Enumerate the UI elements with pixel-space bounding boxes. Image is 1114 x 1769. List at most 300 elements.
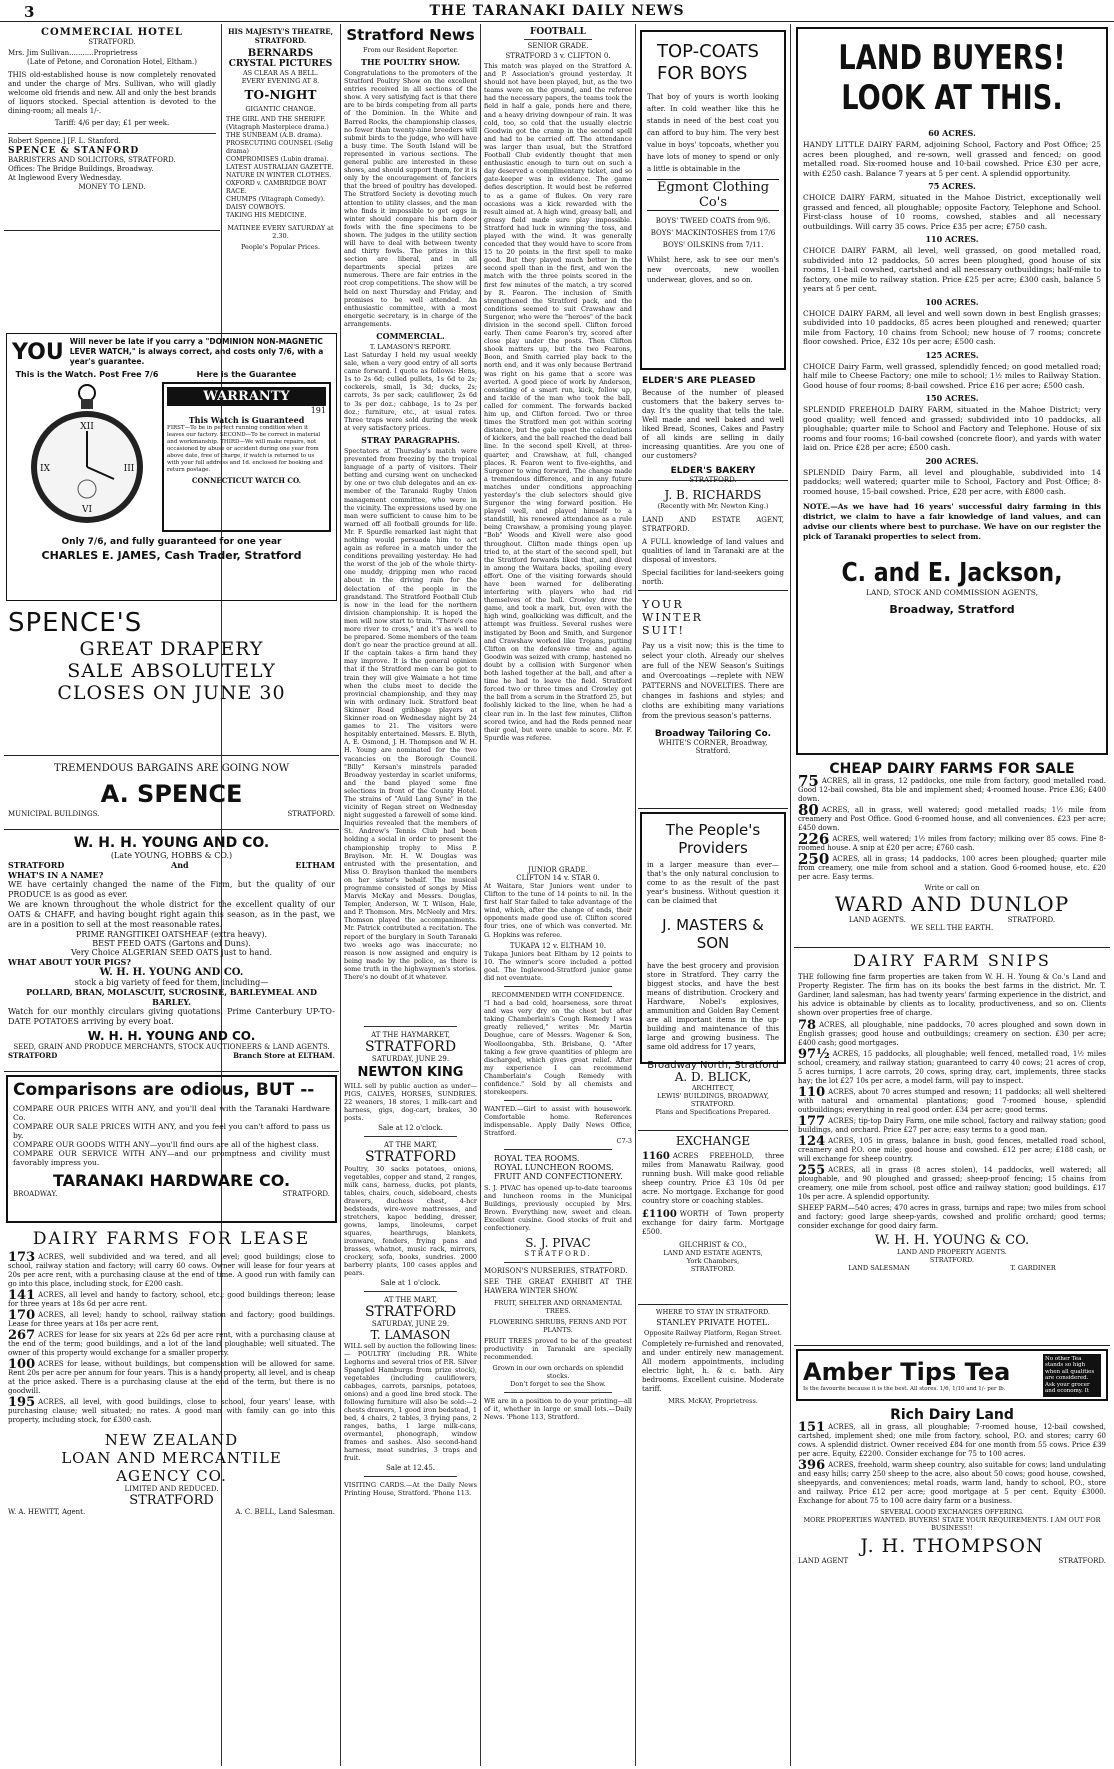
providers-name: J. MASTERS & SON [662, 916, 764, 952]
newspaper-title: THE TARANAKI DAILY NEWS [429, 3, 685, 19]
land-acres-head: 75 ACRES. [928, 181, 976, 191]
hardware-l4: COMPARE OUR SERVICE WITH ANY—and our promptness and civility must favorably impress you. [13, 1149, 330, 1167]
farm-listing-text: ACRES; tip-top Dairy Farm, one mile school, factory and railway station; good buildings, and orchard. Price £27 per acre; easy terms to a good man. [798, 1117, 1106, 1134]
richards-name: J. B. RICHARDS [664, 488, 762, 502]
tailor-l3: SUIT! [642, 624, 685, 637]
solicitor-names: Robert Spence.] [F. L. Stanford. [8, 137, 121, 145]
farm-listing-text: ACRES for lease, without buildings, but compensation will be allowed for same. Rent 20s per acre per annum for four years. This is a handy property, all level, and is cheap at the price asked. There is a purchasing clause at the end of the term, but there is no goodwill. [8, 1360, 335, 1395]
jackson-addr: Broadway, Stratford [889, 603, 1015, 616]
richards-sub: (Recently with Mr. Newton King.) [657, 502, 769, 510]
warranty-title: WARRANTY [167, 387, 326, 406]
mart-body: Poultry, 30 sacks potatoes, onions, vegetables, copper and stand, 2 ranges, milk cans, harness, ducks, pot plants, tables, chairs, couch, sideboard, chests drawers, duchess chest, 4-hcr bedsteads, wire-wove mattresses, and stretchers, kapoc bedding, dresser, gowns, lamps, linoleums, carpet squares, hearthrugs, blankets, ironware, fenders, frying pans and brasses, whatnot, music rack, mirrors, crockery, sofa, books, sundries. 2000 barberry plants, 100 cases apples and pears. [344, 1164, 477, 1277]
exchange-f4: STRATFORD. [690, 1265, 736, 1273]
farm-listing [798, 1018, 1106, 1048]
spence-bargains-text: TREMENDOUS BARGAINS ARE GOING NOW [53, 763, 289, 774]
nurs-5: FRUIT TREES proved to be of the greatest productivity in Taranaki are specially recommended. [484, 1337, 632, 1362]
tea-body: S. J. PIVAC has opened up-to-date tearooms and luncheon rooms in the Municipal Buildings, previously occupied by Mrs. Brown. Everything new, sweet and clean. Excellent cuisine. Good stocks of fruit and confectionery. [484, 1184, 632, 1233]
providers-body2: have the best grocery and provision store in Stratford. They carry the biggest stocks, and have the best means of distribution. Crockery and Hardware, Nobel's explosives, ammunition and Golden Bay Cement are all important items in the up-building and maintenance of this large and growing business. The same old address for 17 years, [647, 962, 779, 1051]
farm-listing [798, 1204, 1106, 1231]
solicitor-offices: Offices: The Bridge Buildings, Broadway. [8, 165, 154, 173]
nurs-4: FLOWERING SHRUBS, FERNS AND POT PLANTS. [489, 1318, 627, 1335]
solicitor-firm: SPENCE & STANFORD [8, 146, 140, 156]
nurs-3: FRUIT, SHELTER AND ORNAMENTAL TREES. [494, 1299, 622, 1316]
hay-l1: AT THE HAYMARKET, [371, 1030, 450, 1039]
hotel-title: COMMERCIAL HOTEL [41, 27, 183, 38]
farm-acres-number: 250 [798, 850, 830, 868]
hay-l2: STRATFORD [364, 1038, 457, 1055]
cheap-list [798, 772, 1106, 884]
stanley-prop: MRS. McKAY, Proprietress. [668, 1397, 758, 1405]
rich-dairy-ad [794, 1404, 1110, 1568]
farm-acres-number: 226 [798, 830, 830, 848]
spence-line4: CLOSES ON JUNE 30 [57, 682, 286, 704]
warranty-company: CONNECTICUT WATCH CO. [191, 476, 302, 485]
farm-listing-text: ACRES, all in grass; 14 paddocks, 100 acres been ploughed; quarter mile from creamery, one mile from school and a station. Good 6-roomed house, etc. £20 per acre. Easy terms. [798, 855, 1106, 881]
young-p3: PRIME RANGITIKEI OATSHEAF (extra heavy). [76, 930, 267, 939]
elder-place: STRATFORD. [689, 476, 737, 484]
lam-sale: Sale at 12.45. [385, 1463, 436, 1472]
farm-listing-text: ACRES, about 70 acres stumped and resown; 11 paddocks; all well sheltered with natural and ornamental plantations; good 7-roomed house, splendid outbuildings; everything in real good order. £34 per acre; good terms. [798, 1088, 1106, 1114]
spence-bargains [4, 756, 339, 830]
column-rule [480, 24, 481, 1766]
commercial-head: COMMERCIAL. [376, 331, 445, 341]
young-f1: W. H. H. YOUNG AND CO. [87, 1029, 256, 1043]
jackson-sub: LAND, STOCK AND COMMISSION AGENTS, [866, 588, 1038, 597]
poultry-body: Congratulations to the promoters of the Stratford Poultry Show on the excellent entries received in all sections of the show. A very satisfying fact is that there are to be birds competing from all parts of the Dominion. In the White and Barred Rocks, the championship classes, no fewer than twenty-nine breeders will submit birds to the judge, who will have a busy time. The South Island will be represented in various sections. The general public are interested in these shows, and should support them, for it is only by the encouragement of fanciers that the breed of poultry has developed. The Stratford Society is devoting much attention to utility classes, and the man who finds it impossible to get eggs in winter should compare his barn door fowls with the fine specimens to be shown. The judges in the utility section will have to deal with between twenty and thirty fowls. The prizes in this section are liberal, and in all departments special prizes are numerous. There are fair entries in the root crop competitions. The show will be held on next Thursday and Friday, and promises to be well attended. An enthusiastic committee, with a most energetic secretary, is in charge of the arrangements. [344, 69, 477, 328]
rich-title: Rich Dairy Land [890, 1407, 1014, 1423]
cheap-title: CHEAP DAIRY FARMS FOR SALE [829, 761, 1075, 777]
tailor-addr: WHITE'S CORNER, Broadway, Stratford. [658, 739, 768, 755]
printing-ad: WE are in a position to do your printing—all of it, whether in large or small lots.—Daily News. 'Phone 113, Stratford. [484, 1397, 632, 1422]
nurs-1: MORISON'S NURSERIES, STRATFORD. [484, 1267, 628, 1276]
senior-grade: SENIOR GRADE. [527, 42, 589, 50]
column-2-top [222, 24, 339, 326]
farm-acres-number: 78 [798, 1018, 817, 1033]
tea-rooms-ad [484, 1154, 632, 1258]
farm-listing [798, 830, 1106, 853]
farm-acres-number: 110 [798, 1085, 826, 1100]
farm-acres-number: 396 [798, 1458, 826, 1473]
theatre-bell: AS CLEAR AS A BELL. [242, 69, 319, 77]
farm-listing [798, 1114, 1106, 1135]
lam-l2: STRATFORD [364, 1303, 457, 1320]
land-buyers-ad [796, 27, 1108, 755]
lam-body: WILL sell by auction the following lines:— POULTRY (including P.R. White Leghorns and several trios of P.R. Silver Spangled Hamburgs from prize stock), vegetables (including cauliflowers, cabbages, carrots, parsnips, potatoes, onions) and a good line bred stock. The following furniture will also be sold:—2 chests drawers, 1 good iron bedstead, 1 bed, 4 chairs, 2 tables, 3 frying pans, 2 ranges, baths, 1 large milk-cans, overmantel, phonograph, window frames and sashes. Also second-hand harness, meat sundries, 3 traps and fruit. [344, 1341, 477, 1462]
visiting-cards: VISITING CARDS.—At the Daily News Printing House, Stratford. 'Phone 113. [344, 1480, 477, 1497]
watch-ad [6, 333, 337, 601]
topcoats-ad [640, 30, 786, 370]
lam-l4: T. LAMASON [370, 1327, 451, 1342]
poultry-head: THE POULTRY SHOW. [360, 57, 460, 67]
tailor-body: Pay us a visit now; this is the time to select your cloth. Already our shelves are full of the NEW Season's Suitings and Overcoatings —replete with NEW PATTERNS and NOVELTIES. There are changes in fashions and styles; and cloths are exhibiting many variations from the previous season's patterns. [642, 642, 784, 720]
land-acres-text: CHOICE DAIRY FARM, all level and well sown down in best English grasses; subdivided into 10 paddocks, 85 acres been ploughed and renewed; quarter mile from Factory, 10 chains from School; new house of 7 rooms; concrete floor cowshed. Price, £32 10s per acre; £500 cash. [803, 308, 1101, 346]
farm-acres-number: 173 [8, 1250, 36, 1265]
farm-listing-text: ACRES, well subdivided and wa tered, and all level; good buildings; close to school, railway station and factory; will carry 60 cows. Owner will lease for four years at 20s per acre rent, with a purchasing clause at the end of time. A good run with family can go into this place, including stock, for £200 cash. [8, 1253, 335, 1288]
nurs-6: Grown in our own orchards on splendid stocks. [492, 1364, 624, 1381]
match-1: STRATFORD 3 v. CLIFTON 0. [505, 52, 611, 60]
programme-item: THE GIRL AND THE SHERIFF. (Vitagraph Masterpiece drama.) [226, 116, 329, 131]
column-6 [794, 24, 1110, 1766]
land-acres-head: 100 ACRES. [925, 296, 979, 307]
solicitor-money: MONEY TO LEND. [78, 183, 146, 191]
warranty-text: FIRST—To be in perfect running condition when it leaves our factory. SECOND—To be correct in material and workmanship. THIRD—We will make repairs, not occasioned by abuse or accident during one year from above date, free of charge, if watch is returned to us with your full address and 1d. enclosed for booking and return postage. [167, 425, 323, 473]
stray-head: STRAY PARAGRAPHS. [361, 434, 460, 445]
providers-body: in a larger measure than ever—that's the only natural conclusion to come to as the result of the past year's business. Without question it can be claimed that [647, 861, 779, 905]
land-acres-text: CHOICE DAIRY FARM, all level, well grassed, on good metalled road, subdivided into 12 paddocks, 50 acres been ploughed, good house of six rooms, 11-bail cowshed, cartshed and all necessary outbuildings; half-mile to factory, one mile to railway station. Price £25 per acre; £300 cash, balance 5 years at 5 per cent. [803, 246, 1101, 293]
stanley-sub: Opposite Railway Platform, Regan Street. [644, 1329, 782, 1337]
exchange-n1: 1160 [642, 1151, 670, 1162]
tailor-l1: YOUR [642, 598, 684, 611]
hay-l4: NEWTON KING [357, 1064, 464, 1080]
nurs-7: Don't forget to see the Show. [510, 1380, 606, 1389]
theatre-bernards: BERNARDS [247, 48, 314, 59]
young-produce-ad [4, 830, 339, 1072]
jackson-name: C. and E. Jackson, [841, 558, 1063, 588]
farm-listing [8, 1357, 335, 1396]
theatre-tonight: TO-NIGHT [244, 88, 317, 102]
farm-listing [798, 1163, 1106, 1202]
column-rule [340, 24, 341, 1766]
programme-item: PROSECUTING COUNSEL (Selig drama) [226, 140, 333, 155]
snips-right: T. GARDINER [1010, 1264, 1056, 1272]
watch-trader: CHARLES E. JAMES, Cash Trader, Stratford [41, 549, 302, 562]
blick-r4: Plans and Specifications Prepared. [655, 1108, 771, 1116]
richards-ad [638, 481, 788, 591]
young-f2: SEED, GRAIN AND PRODUCE MERCHANTS, STOCK AUCTIONEERS & LAND AGENTS. [13, 1043, 330, 1051]
land-acres-head: 125 ACRES. [925, 349, 979, 360]
elder-title: ELDER'S ARE PLEASED [642, 376, 756, 386]
farm-listing-text: ACRES, all in grass, 12 paddocks, one mile from factory, good metalled road. Good 12-bail cowshed, 8ta ble and implement shed; 4-roomed house. Price £36; £400 down. [798, 777, 1106, 803]
programme-item: CHUMPS (Vitagraph Comedy). [226, 196, 326, 203]
ward-tag: WE SELL THE EARTH. [910, 924, 994, 932]
young-mid: And [171, 860, 189, 870]
richards-body: A FULL knowledge of land values and qualities of land in Taranaki are at the disposal of investors. [642, 538, 784, 564]
mart-l2: STRATFORD [364, 1148, 457, 1165]
warranty-guaranteed: This Watch is Guaranteed [188, 415, 305, 425]
farm-listing-text: ACRES for lease for six years at 22s 6d per acre rent, with a purchasing clause at the end of the term; good buildings, and a lot of the land ploughable; well situated. The owner of this property would exchange for a smaller property. [8, 1331, 335, 1357]
young-q2: WHAT ABOUT YOUR PIGS? [8, 957, 131, 967]
thompson-right: STRATFORD. [1058, 1557, 1106, 1565]
farm-listing-text: ACRES, all level and handy to factory, school, etc.; good buildings thereon; lease for three years at 18s 6d per acre rent. [8, 1291, 335, 1308]
rich-list [798, 1420, 1106, 1508]
blick-r3: STRATFORD. [690, 1100, 736, 1108]
guarantee-caption: Here is the Guarantee [196, 370, 297, 379]
rich-note2: MORE PROPERTIES WANTED. BUYERS! STATE YOUR REQUIREMENTS. I AM OUT FOR BUSINESS!! [803, 1516, 1101, 1532]
tailor-name: Broadway Tailoring Co. [654, 729, 772, 739]
warranty-year: 191 [310, 406, 326, 415]
farm-listing-text: ACRES, all level, with good buildings, close to school, four years' lease, with purchasing clause; well situated; no rates. A good man with family can go into this property, including stock, for £300 cash. [8, 1398, 335, 1424]
theatre-prices: People's Popular Prices. [240, 243, 321, 251]
stanley-body: Completely re-furnished and renovated, and under entirely new management. All modern appointments, including electric light, h. & c. bath. Airy bedrooms. Excellent cuisine. Moderate tariff. [642, 1340, 784, 1393]
mart-sale: Sale at 1 o'clock. [380, 1278, 441, 1287]
theatre-matinee: MATINEE EVERY SATURDAY at 2.30. [227, 224, 334, 240]
coats-p1: BOYS' TWEED COATS from 9/6. [655, 217, 771, 225]
match-3-report: Tukapa Juniors beat Eltham by 12 points to 10. The winner's score included a potted goal. The Inglewood-Stratford junior game did not eventuate. [484, 949, 632, 982]
tailoring-ad [638, 591, 788, 809]
solicitor-role: BARRISTERS AND SOLICITORS, STRATFORD. [8, 156, 176, 164]
land-l1: LAND BUYERS! [838, 38, 1066, 78]
svg-text:XII: XII [80, 422, 94, 432]
programme-item: COMPROMISES (Lubin drama). [226, 156, 329, 163]
exchange-title: EXCHANGE [675, 1134, 751, 1148]
programme-item: DAISY COWBOYS. [226, 204, 286, 211]
farm-snips-ad [794, 948, 1110, 1346]
farm-acres-number: 151 [798, 1420, 826, 1435]
watch-caption: This is the Watch. Post Free 7/6 [15, 370, 159, 379]
land-acres-text: SPLENDID Dairy Farm, all level and ploughable, subdivided into 14 paddocks; well watered; quarter mile to School, Factory and Post Office; 8-roomed house, 15-bail cowshed. Price, £28 per acre, with £800 cash. [803, 467, 1101, 496]
nz-agent: W. A. HEWITT, Agent. [8, 1508, 86, 1516]
young-p5: Very Choice ALGERIAN SEED OATS just to hand. [70, 948, 273, 957]
stanley-hotel-ad [638, 1305, 788, 1408]
farm-acres-number: 75 [798, 772, 819, 790]
elder-name: ELDER'S BAKERY [670, 466, 756, 476]
tailor-l2: WINTER [642, 611, 703, 624]
exchange-f2: LAND AND ESTATE AGENTS, [663, 1249, 763, 1257]
coats-foot: Whilst here, ask to see our men's new overcoats, new woollen underwear, gloves, and so on. [647, 256, 779, 284]
rec-head: RECOMMENDED WITH CONFIDENCE. [491, 991, 625, 1000]
column-3 [344, 24, 477, 1766]
land-acres-text: CHOICE Dairy Farm, well grassed, splendidly fenced; on good metalled road; half mile to Cheese Factory; one mile to school; 1½ miles to Railway Station. Good house of four rooms; 8-bail cowshed. Price £16 per acre; £500 cash. [803, 361, 1101, 390]
hardware-l1: COMPARE OUR PRICES WITH ANY, and you'll deal with the Taranaki Hardware Co. [13, 1104, 330, 1122]
farm-listing-text: ACRES, 105 in grass, balance in bush, good fences, metalled road school, creamery and P.O. one mile; good house and cowshed. £12 per acre; £188 cash, or will exchange for sheep country. [798, 1137, 1106, 1163]
ward-dunlop: WARD AND DUNLOP [834, 892, 1070, 916]
lease-title: DAIRY FARMS FOR LEASE [32, 1229, 311, 1249]
farm-listing [798, 1458, 1106, 1506]
farm-listing [798, 1047, 1106, 1086]
exchange-f3: York Chambers, [686, 1257, 740, 1265]
rec-body: "I had a bad cold, hoarseness, sore throat and was very dry on the chest but after taking Chamberlain's Cough Remedy I was greatly relieved," writes Mr. Martin Doughue, care of Messrs. Wagener & Son, Woolloongabba, Sth. Brisbane, Q. "After taking a few grave quantities of phlegm are discharged, which gives great relief. After my experience I can recommend Chamberlain's Cough Remedy with confidence." Sold by all chemists and storekeepers. [484, 999, 632, 1097]
amber-title: Amber Tips Tea [803, 1358, 1011, 1386]
coats-l1: TOP-COATS [657, 41, 759, 62]
hardware-name: TARANAKI HARDWARE CO. [52, 1171, 291, 1190]
farm-acres-number: 255 [798, 1163, 826, 1178]
tea-l2: ROYAL LUNCHEON ROOMS. [494, 1163, 614, 1173]
nurs-2: SEE THE GREAT EXHIBIT AT THE HAWERA WINTER SHOW. [484, 1278, 632, 1296]
cheap-farms-ad [794, 758, 1110, 948]
exchange-t2: WORTH of Town property exchange for dairy farm. Mortgage £500. [642, 1210, 784, 1236]
theatre-programme [226, 116, 335, 220]
young-q1: WHAT'S IN A NAME? [8, 870, 104, 880]
farm-listing [798, 772, 1106, 804]
elders-bakery-ad [638, 373, 788, 484]
column-5 [638, 24, 788, 1766]
column-4 [484, 24, 632, 1766]
news-byline: From our Resident Reporter. [363, 46, 458, 54]
farm-listing [798, 1085, 1106, 1115]
farm-listing-text: ACRES, all in grass (8 acres stolen), 14 paddocks, well watered; all ploughable, and 90 ploughed and grassed; sheep-proof fencing; 15 chains from creamery, one mile from school, post office and railway station; good buildings. £17 10s per acre. A splendid opportunity. [798, 1166, 1106, 1201]
young-p2: We are known throughout the whole district for the excellent quality of our OATS & CHAFF, and having bought right again this season, as in the past, we are in a position to sell at the most reasonable rates. [8, 900, 335, 929]
young-p7: stock a big variety of feed for them, including— [74, 978, 269, 987]
match-3: TUKAPA 12 v. ELTHAM 10. [509, 941, 607, 950]
farm-acres-number: 141 [8, 1288, 36, 1303]
commercial-body: Last Saturday I held my usual weekly sale, when a very good entry of all sorts came forward. I quote as follows: Hens, 1s to 2s 6d; culled pullets, 1s 6d to 2s; cockerels, small, 1s 3d; ducks, 2s; carrots, 3s per sack; cauliflower, 2s 6d to 3s per doz.; cabbage, 1s to 2s per doz.; furniture, etc., at usual rates. Three traps were sold during the week at very satisfactory prices. [344, 351, 477, 432]
hotel-proprietress: Mrs. Jim Sullivan...........Proprietress [8, 49, 138, 57]
farm-acres-number: 267 [8, 1328, 36, 1343]
hardware-l2: COMPARE OUR SALE PRICES WITH ANY, and you feel you can't afford to pass us by. [13, 1122, 330, 1140]
blick-r1: ARCHITECT, [691, 1084, 735, 1092]
warranty-card [162, 382, 331, 532]
snips-left: LAND SALESMAN [848, 1264, 910, 1272]
mart-ad [344, 1141, 477, 1287]
programme-item: LATEST AUSTRALIAN GAZETTE. [226, 164, 334, 171]
providers-addr: Broadway North, Stratford [647, 1060, 779, 1071]
snips-sub: LAND AND PROPERTY AGENTS. [897, 1248, 1007, 1256]
lamason-ad [344, 1296, 477, 1472]
amber-side: No other Tea stands so high when all qualities are considered. Ask your grocer and economy. It [1043, 1354, 1101, 1397]
richards-foot: Special facilities for land-seekers going north. [642, 569, 784, 586]
nz-salesman: A. C. BELL, Land Salesman. [235, 1508, 335, 1516]
farm-listing [8, 1250, 335, 1289]
spence-title: SPENCE'S [8, 608, 143, 638]
young-title: W. H. H. YOUNG AND CO. [73, 835, 270, 851]
exchange-ad [638, 1131, 788, 1305]
young-sub: (Late YOUNG, HOBBS & CO.) [110, 851, 233, 860]
hardware-l3: COMPARE OUR GOODS WITH ANY—you'll find ours are all of the highest class. [13, 1140, 319, 1149]
land-l2: LOOK AT THIS. [841, 78, 1063, 118]
match-2: CLIFTON 14 v. STAR 0. [516, 874, 600, 882]
farm-listing-text: ACRES, all in grass, all ploughable; 7-roomed house, 12-bail cowshed, cartshed, implement shed; one mile from factory, school, P.O. and stores; carry 60 cows. A splendid district. Owner received £84 for one month from 55 cows. Price £39 per acre. Equity, £2200. Consider exchange for 75 to 100 acres. [798, 1423, 1106, 1458]
hotel-place: STRATFORD. [88, 38, 136, 46]
hardware-left: BROADWAY. [13, 1190, 58, 1198]
richards-title: LAND AND ESTATE AGENT, STRATFORD. [642, 516, 784, 533]
snips-title: DAIRY FARM SNIPS [853, 951, 1051, 970]
young-left: STRATFORD [8, 860, 65, 870]
nurseries-ad [484, 1267, 632, 1388]
farm-acres-number: 195 [8, 1395, 36, 1410]
farm-listing-text: ACRES, 15 paddocks, all ploughable; well fenced, metalled road, 1½ miles school, creamery, and railway station; guaranteed to carry 40 cows; 21 acres of crop, 5 acres turnips, 1 acre carrots, 20 cows, spring dray, cart, implements, three stacks hay; the lot £27 10s per acre, a model farm, will pay to inspect. [798, 1050, 1106, 1085]
farm-listing-text: ACRES, all in grass, well watered; good metalled roads; 1½ mile from creamery and Post Office. Good 6-roomed house, and all conveniences. £23 per acre; £450 down. [798, 806, 1106, 832]
farm-listing-text: ACRES, all level; handy to school, railway station and factory; good buildings. Lease for three years at 18s per acre rent. [8, 1311, 335, 1328]
young-p4: BEST FEED OATS (Gartons and Duns). [92, 939, 251, 948]
land-acres-text: HANDY LITTLE DAIRY FARM, adjoining School, Factory and Post Office; 25 acres been ploughed, and re-sown, well grassed and fenced; on good metalled road. Six-roomed house and 10-bail cowshed. Price £30 per acre, with £250 cash. Balance 7 years at 5 per cent. A splendid opportunity. [803, 140, 1101, 178]
young-p6: W. H. H. YOUNG AND CO. [99, 967, 244, 978]
stanley-head: WHERE TO STAY IN STRATFORD. [655, 1308, 771, 1316]
dairy-lease-ad [4, 1226, 339, 1616]
hardware-right: STRATFORD. [282, 1190, 330, 1198]
hardware-ad [6, 1075, 337, 1223]
hardware-title: Comparisons are odious, BUT -- [13, 1080, 315, 1100]
stratford-news-title: Stratford News [346, 26, 475, 44]
farm-acres-number: 100 [8, 1357, 36, 1372]
theatre-ad [222, 24, 339, 254]
ward-left: LAND AGENTS. [848, 916, 906, 924]
farm-acres-number: 97½ [798, 1047, 830, 1062]
nz-l2: LOAN AND MERCANTILE [61, 1449, 282, 1467]
young-p9: Watch for our monthly circulars giving quotations. Prime Canterbury UP-TO-DATE POTATOES arriving by every boat. [8, 1007, 335, 1026]
column-rule [635, 24, 636, 1766]
ward-right: STRATFORD. [1007, 916, 1056, 924]
svg-text:VI: VI [81, 505, 93, 515]
exchange-f1: GILCHRIST & CO., [679, 1241, 747, 1249]
spence-line2: GREAT DRAPERY [79, 638, 264, 660]
programme-item: NATURE IN WINTER CLOTHES. [226, 172, 332, 179]
haymarket-ad [344, 1031, 477, 1132]
land-acres-head: 200 ACRES. [925, 455, 979, 466]
theatre-change: GIGANTIC CHANGE. [245, 105, 316, 113]
programme-item: TAKING HIS MEDICINE. [226, 212, 307, 219]
farm-listing [798, 850, 1106, 882]
farm-acres-number: 124 [798, 1134, 826, 1149]
solicitor-inglewood: At Inglewood Every Wednesday. [8, 174, 122, 182]
elder-body: Because of the number of pleased customers that the bakery serves to-day. It's the quality that tells the tale. Well made and well baked and well liked Bread, Scones, Cakes and Pastry of all kinds are selling in daily increasing quantities. Are you one of our customers? [642, 389, 784, 460]
thompson-left: LAND AGENT [798, 1557, 849, 1565]
spence-sale-ad [4, 604, 339, 756]
providers-ad [640, 812, 786, 1071]
lease-list [8, 1250, 335, 1427]
amber-foot: Is the favourite because it is the best. All stores. 1/6, 1/10 and 1/- per lb. [803, 1386, 1006, 1392]
farm-acres-number: 177 [798, 1114, 826, 1129]
commercial-hotel-ad [4, 24, 220, 231]
pocket-watch-icon [22, 379, 152, 529]
svg-text:III: III [123, 464, 135, 474]
young-f4: Branch Store at ELTHAM. [233, 1051, 335, 1060]
land-acres-text: CHOICE DAIRY FARM, situated in the Mahoe District, exceptionally well grassed and fenced, all ploughable; opposite Factory, Telephone and School. First-class house of 10 rooms, cowshed, stables and all necessary outbuildings. Will carry 35 cows. Price £35 per acre; £750 cash. [803, 193, 1101, 231]
lam-l1: AT THE MART, [384, 1295, 437, 1304]
exchange-t1: ACRES FREEHOLD, three miles from Manawatu Railway, good running bush. Will make good reliable sheep country. Price £3 10s 0d per acre. No mortgage. Exchange for good country store or coaching stables. [642, 1152, 784, 1205]
hay-sale: Sale at 12 o'clock. [378, 1123, 443, 1132]
coats-p3: BOYS' OILSKINS from 7/11. [662, 241, 764, 249]
spence-right: STRATFORD. [287, 810, 335, 818]
hotel-previous: (Late of Petone, and Coronation Hotel, Eltham.) [26, 58, 198, 66]
farm-listing [8, 1395, 335, 1425]
farm-listing [8, 1308, 335, 1329]
svg-text:IX: IX [40, 464, 50, 474]
nz-l5: STRATFORD [129, 1493, 214, 1508]
farm-listing-text: ACRES, all ploughable, nine paddocks, 70 acres ploughed and sown down in English grasses; good house and outbuildings; creamery on section. £30 per acre; £400 cash; good mortgages. [798, 1021, 1106, 1047]
masthead [0, 0, 1114, 22]
farm-acres-number: 80 [798, 801, 819, 819]
land-acres-head: 110 ACRES. [925, 234, 979, 244]
hotel-tariff: Tariff: 4/6 per day; £1 per week. [54, 119, 170, 127]
snips-name: W. H. H. YOUNG & CO. [874, 1233, 1030, 1248]
snips-intro: THE following fine farm properties are taken from W. H. H. Young & Co.'s Land and Property Register. The firm has on its books the best farms in the district. Mr. T. Gardiner, land salesman, has had twenty years' farming experience in the district, and his advice is obtainable by clients as to locality, productiveness, and so on. Clients shown over properties free of charge. [798, 973, 1106, 1017]
pivac-name: S. J. PIVAC [525, 1236, 591, 1251]
farm-listing [798, 801, 1106, 833]
providers-title: The People's Providers [665, 821, 761, 857]
young-right: ELTHAM [295, 860, 335, 870]
young-p8: POLLARD, BRAN, MOLASCUIT, SUCROSINE, BARLEYMEAL AND BARLEY. [26, 987, 317, 1007]
blick-name: A. D. BLICK, [674, 1070, 752, 1084]
spence-line3: SALE ABSOLUTELY [67, 660, 276, 682]
wanted-ad: WANTED.—Girl to assist with housework. Comfortable home. References indispensable. Apply Daily News Office, Stratford. [484, 1105, 632, 1138]
coats-l2: FOR BOYS [657, 63, 748, 84]
coats-name: Egmont Clothing Co's [647, 179, 779, 211]
rich-note1: SEVERAL GOOD EXCHANGES OFFERING. [880, 1508, 1024, 1516]
stray-body: Spectators at Thursday's match were prevented from freezing by the tropical language of a party of visitors. Their betting and cursing went on unchecked by one or two club delegates and an ex-member of the Taranaki Rugby Union management committee, who were in the vicinity. The expressions used by one man were sufficient to cause him to be warned off all football grounds for life. Mr. F. Spurdle remarked last night that nothing would persuade him to act again as referee in a match under the conditions prevailing yesterday. He had the worst of the job of the whole thirty-one muddy, dripping men who raced about in the driving rain for the delectation of the people in the grandstand. The Stratford Football Club is now in the lead for the northern division championship. It is hoped the men will now start to train. "There's one more river to cross," and it's as well to be prepared. Some members of the team don't go near the practice ground at all. If the captain takes a firm hand they may improve. It is the general opinion that if the Stratford men can be got to train they will give Waimate a hot time when the clubs meet to decide the provincial championship, and they may win with ordinary luck. Stratford beat Skinner Road gribbage players at Skinner road on Wednesday night by 24 games to 21. The visitors were hospitably entertained. Messrs. E. Blyth, A. E. Osmond, J. H. Thompson and W. H. H. Young are nominated for the two vacancies on the Borough Council. "Billy" Kersan's minstrels paraded Broadway yesterday in scarlet uniforms, and the band played some fine selections in front of the County Hotel. The strains of "Auld Lang Syne" in the vicinity of Regan street on Wednesday night suggested a farewell of some kind. Inquiries revealed that the members of St. Andrew's Tennis Club had been holding a social in order to present the championship trophy to Miss P. Braylson. Mr. H. W. Douglas was entrusted with the presentation, and Miss O. Braylson thanked the members on her sister's behalf. The musical programme consisted of songs by Miss Marvis McKay and Messrs. Douglas, Templer, Anderson, W. T. Wilson, Hale, and P. Thomson. Mrs. McNeely and Mrs. Thomson played the accompaniments. Mr. Patrick contributed a recitation. The report of the burglary in South Taranaki two weeks ago was inaccurate; no reason is now assigned and enquiry is being made by the police, as there is some truth in the highwaymen's stories. There's no doubt of it whatever. [344, 446, 477, 982]
farm-listing-text: ACRES, freehold, warm sheep country, also suitable for cows; land undulating and easy hills; carry 250 sheep to the acre, also about 50 cows; good house, cowshed, sheepyards, and conveniences; metal roads, warm land, handy to school, P.O., store and railway. Price £12 per acre; good mortgage at 5 per cent. Equity £3000. Exchange for about 75 to 100 acre dairy farm or a business. [798, 1461, 1106, 1505]
tea-l1: ROYAL TEA ROOMS. [494, 1154, 580, 1164]
spence-name: A. SPENCE [100, 780, 243, 808]
stanley-name: STANLEY PRIVATE HOTEL. [656, 1318, 770, 1327]
land-list [803, 128, 1101, 496]
young-p1: WE have certainly changed the name of the Firm, but the quality of our PRODUCE is as good as ever. [8, 880, 335, 899]
land-acres-head: 150 ACRES. [925, 393, 979, 403]
thompson-name: J. H. THOMPSON [860, 1535, 1044, 1557]
farm-listing [8, 1288, 335, 1309]
young-f3: STRATFORD [8, 1051, 58, 1060]
snips-place: STRATFORD. [929, 1256, 975, 1264]
farm-listing [798, 1420, 1106, 1459]
farm-listing-text: SHEEP FARM—540 acres; 470 acres in grass, turnips and rape; two miles from school and factory; good large sheep-yards, cowshed and prolific orchard; good terms; consider exchange for good dairy farm. [798, 1204, 1106, 1230]
football-title: FOOTBALL [529, 27, 586, 37]
exchange-n2: £1100 [642, 1209, 677, 1220]
watch-you: YOU [12, 339, 64, 365]
theatre-crystal: CRYSTAL PICTURES [228, 59, 333, 69]
snips-list [798, 1018, 1106, 1233]
nz-l1: NEW ZEALAND [104, 1431, 239, 1449]
nz-l4: LIMITED AND REDUCED. [124, 1485, 219, 1493]
nz-l3: AGENCY CO. [116, 1467, 227, 1485]
